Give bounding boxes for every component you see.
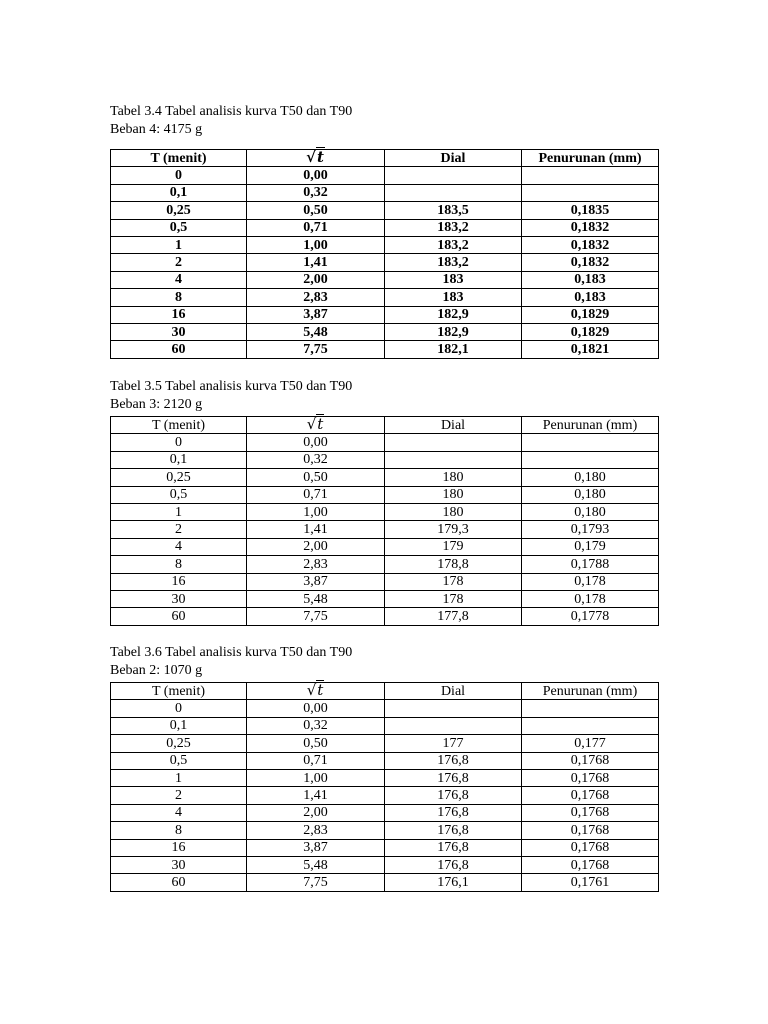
cell-sqrt-t: 1,00 (247, 769, 385, 786)
cell-penurunan (522, 451, 659, 468)
header-t-menit: T (menit) (111, 150, 247, 167)
cell-penurunan: 0,1832 (522, 219, 659, 236)
cell-t-menit: 8 (111, 289, 247, 306)
cell-t-menit: 16 (111, 839, 247, 856)
cell-sqrt-t: 3,87 (247, 306, 385, 323)
table-row (111, 486, 659, 503)
cell-dial: 178,8 (385, 556, 522, 573)
cell-dial: 176,8 (385, 752, 522, 769)
table-subtitle: Beban 4: 4175 g (110, 122, 203, 137)
cell-dial: 178 (385, 590, 522, 607)
table-row (111, 874, 659, 891)
table-section-3-6 (110, 644, 658, 892)
cell-sqrt-t: 0,00 (247, 700, 385, 717)
cell-dial: 177 (385, 735, 522, 752)
cell-sqrt-t: 0,50 (247, 202, 385, 219)
cell-sqrt-t: 0,32 (247, 184, 385, 201)
cell-penurunan: 0,1768 (522, 752, 659, 769)
cell-penurunan: 0,1778 (522, 608, 659, 625)
table-row (111, 503, 659, 520)
cell-sqrt-t: 5,48 (247, 590, 385, 607)
cell-dial (385, 451, 522, 468)
cell-dial (385, 184, 522, 201)
table-title: Tabel 3.6 Tabel analisis kurva T50 dan T90 (110, 645, 353, 660)
cell-t-menit: 0,5 (111, 486, 247, 503)
cell-t-menit: 0,5 (111, 752, 247, 769)
cell-penurunan: 0,1832 (522, 254, 659, 271)
cell-t-menit: 0,1 (111, 451, 247, 468)
cell-penurunan: 0,179 (522, 538, 659, 555)
cell-dial (385, 167, 522, 184)
cell-dial: 183,2 (385, 236, 522, 253)
table-row (111, 735, 659, 752)
cell-sqrt-t: 1,41 (247, 254, 385, 271)
cell-t-menit: 8 (111, 822, 247, 839)
cell-t-menit: 60 (111, 874, 247, 891)
cell-t-menit: 1 (111, 503, 247, 520)
cell-dial (385, 434, 522, 451)
cell-penurunan (522, 434, 659, 451)
header-dial: Dial (385, 150, 522, 167)
cell-dial: 176,8 (385, 787, 522, 804)
table-title: Tabel 3.5 Tabel analisis kurva T50 dan T90 (110, 379, 353, 394)
cell-dial: 180 (385, 469, 522, 486)
cell-sqrt-t: 5,48 (247, 856, 385, 873)
cell-t-menit: 4 (111, 804, 247, 821)
cell-t-menit: 0 (111, 700, 247, 717)
cell-sqrt-t: 2,83 (247, 556, 385, 573)
cell-dial: 182,9 (385, 323, 522, 340)
table-row (111, 804, 659, 821)
cell-sqrt-t: 2,00 (247, 538, 385, 555)
cell-penurunan: 0,177 (522, 735, 659, 752)
cell-penurunan: 0,1768 (522, 769, 659, 786)
header-sqrt-t: √t (247, 683, 385, 700)
table-row (111, 590, 659, 607)
table-row (111, 254, 659, 271)
cell-dial (385, 717, 522, 734)
table-row (111, 289, 659, 306)
cell-sqrt-t: 1,41 (247, 787, 385, 804)
cell-penurunan: 0,180 (522, 469, 659, 486)
cell-dial: 183 (385, 289, 522, 306)
header-penurunan: Penurunan (mm) (522, 150, 659, 167)
table-row (111, 469, 659, 486)
cell-t-menit: 4 (111, 271, 247, 288)
cell-t-menit: 8 (111, 556, 247, 573)
cell-dial: 177,8 (385, 608, 522, 625)
cell-dial: 183,2 (385, 254, 522, 271)
header-dial: Dial (385, 683, 522, 700)
table-row (111, 700, 659, 717)
cell-penurunan: 0,1761 (522, 874, 659, 891)
table-row (111, 822, 659, 839)
cell-penurunan: 0,1768 (522, 787, 659, 804)
header-sqrt-t: √t (247, 150, 385, 167)
header-t-menit: T (menit) (111, 683, 247, 700)
cell-dial: 182,9 (385, 306, 522, 323)
cell-dial: 176,8 (385, 822, 522, 839)
cell-penurunan (522, 717, 659, 734)
cell-penurunan: 0,183 (522, 271, 659, 288)
cell-sqrt-t: 0,71 (247, 486, 385, 503)
header-row (111, 417, 659, 434)
cell-sqrt-t: 7,75 (247, 608, 385, 625)
cell-sqrt-t: 7,75 (247, 874, 385, 891)
cell-t-menit: 1 (111, 236, 247, 253)
cell-sqrt-t: 1,00 (247, 236, 385, 253)
data-table (110, 682, 659, 892)
cell-t-menit: 0,1 (111, 717, 247, 734)
cell-dial: 183,5 (385, 202, 522, 219)
header-sqrt-t: √t (247, 417, 385, 434)
header-penurunan: Penurunan (mm) (522, 417, 659, 434)
table-row (111, 451, 659, 468)
cell-sqrt-t: 0,32 (247, 451, 385, 468)
table-section-3-4 (110, 103, 658, 359)
cell-penurunan (522, 700, 659, 717)
table-row (111, 839, 659, 856)
cell-t-menit: 1 (111, 769, 247, 786)
cell-sqrt-t: 1,41 (247, 521, 385, 538)
table-row (111, 787, 659, 804)
cell-penurunan: 0,1821 (522, 341, 659, 358)
cell-sqrt-t: 0,71 (247, 219, 385, 236)
cell-dial (385, 700, 522, 717)
cell-dial: 180 (385, 503, 522, 520)
cell-t-menit: 16 (111, 306, 247, 323)
cell-sqrt-t: 0,50 (247, 735, 385, 752)
cell-sqrt-t: 0,50 (247, 469, 385, 486)
cell-dial: 179,3 (385, 521, 522, 538)
cell-penurunan: 0,178 (522, 573, 659, 590)
table-row (111, 608, 659, 625)
cell-t-menit: 60 (111, 608, 247, 625)
table-row (111, 271, 659, 288)
cell-t-menit: 0,5 (111, 219, 247, 236)
cell-t-menit: 2 (111, 787, 247, 804)
cell-dial: 176,8 (385, 804, 522, 821)
cell-dial: 179 (385, 538, 522, 555)
cell-penurunan: 0,1788 (522, 556, 659, 573)
cell-sqrt-t: 0,71 (247, 752, 385, 769)
table-row (111, 341, 659, 358)
cell-dial: 183,2 (385, 219, 522, 236)
table-row (111, 769, 659, 786)
table-row (111, 717, 659, 734)
cell-penurunan (522, 184, 659, 201)
cell-t-menit: 0,1 (111, 184, 247, 201)
cell-dial: 176,8 (385, 856, 522, 873)
cell-t-menit: 0 (111, 434, 247, 451)
cell-penurunan: 0,1829 (522, 306, 659, 323)
cell-dial: 176,8 (385, 839, 522, 856)
cell-sqrt-t: 7,75 (247, 341, 385, 358)
header-penurunan: Penurunan (mm) (522, 683, 659, 700)
table-section-3-5 (110, 378, 658, 626)
cell-t-menit: 16 (111, 573, 247, 590)
cell-penurunan: 0,1832 (522, 236, 659, 253)
cell-penurunan: 0,1835 (522, 202, 659, 219)
cell-dial: 182,1 (385, 341, 522, 358)
cell-dial: 176,1 (385, 874, 522, 891)
table-row (111, 573, 659, 590)
table-row (111, 323, 659, 340)
cell-t-menit: 30 (111, 856, 247, 873)
cell-penurunan: 0,1793 (522, 521, 659, 538)
table-row (111, 219, 659, 236)
table-row (111, 434, 659, 451)
cell-t-menit: 0 (111, 167, 247, 184)
cell-sqrt-t: 5,48 (247, 323, 385, 340)
cell-dial: 176,8 (385, 769, 522, 786)
cell-t-menit: 2 (111, 521, 247, 538)
cell-sqrt-t: 1,00 (247, 503, 385, 520)
data-table (110, 416, 659, 626)
table-row (111, 521, 659, 538)
cell-t-menit: 30 (111, 590, 247, 607)
data-table (110, 149, 659, 359)
cell-dial: 178 (385, 573, 522, 590)
table-row (111, 856, 659, 873)
table-subtitle: Beban 2: 1070 g (110, 663, 203, 678)
table-row (111, 752, 659, 769)
cell-penurunan: 0,180 (522, 486, 659, 503)
table-row (111, 306, 659, 323)
cell-sqrt-t: 2,83 (247, 289, 385, 306)
header-t-menit: T (menit) (111, 417, 247, 434)
cell-t-menit: 30 (111, 323, 247, 340)
cell-penurunan: 0,1829 (522, 323, 659, 340)
cell-sqrt-t: 2,00 (247, 271, 385, 288)
cell-t-menit: 4 (111, 538, 247, 555)
cell-t-menit: 60 (111, 341, 247, 358)
cell-penurunan: 0,1768 (522, 839, 659, 856)
header-row (111, 683, 659, 700)
table-row (111, 556, 659, 573)
cell-sqrt-t: 3,87 (247, 839, 385, 856)
cell-penurunan: 0,180 (522, 503, 659, 520)
cell-penurunan: 0,1768 (522, 822, 659, 839)
header-dial: Dial (385, 417, 522, 434)
table-subtitle: Beban 3: 2120 g (110, 397, 203, 412)
cell-t-menit: 0,25 (111, 202, 247, 219)
table-row (111, 538, 659, 555)
header-row (111, 150, 659, 167)
cell-t-menit: 2 (111, 254, 247, 271)
cell-sqrt-t: 0,00 (247, 167, 385, 184)
table-row (111, 167, 659, 184)
cell-sqrt-t: 0,00 (247, 434, 385, 451)
table-row (111, 184, 659, 201)
table-title: Tabel 3.4 Tabel analisis kurva T50 dan T90 (110, 104, 353, 119)
cell-dial: 183 (385, 271, 522, 288)
table-row (111, 202, 659, 219)
cell-dial: 180 (385, 486, 522, 503)
cell-penurunan (522, 167, 659, 184)
cell-penurunan: 0,183 (522, 289, 659, 306)
cell-t-menit: 0,25 (111, 469, 247, 486)
cell-sqrt-t: 3,87 (247, 573, 385, 590)
cell-sqrt-t: 0,32 (247, 717, 385, 734)
cell-sqrt-t: 2,83 (247, 822, 385, 839)
cell-penurunan: 0,1768 (522, 856, 659, 873)
table-row (111, 236, 659, 253)
cell-penurunan: 0,178 (522, 590, 659, 607)
cell-sqrt-t: 2,00 (247, 804, 385, 821)
cell-penurunan: 0,1768 (522, 804, 659, 821)
cell-t-menit: 0,25 (111, 735, 247, 752)
